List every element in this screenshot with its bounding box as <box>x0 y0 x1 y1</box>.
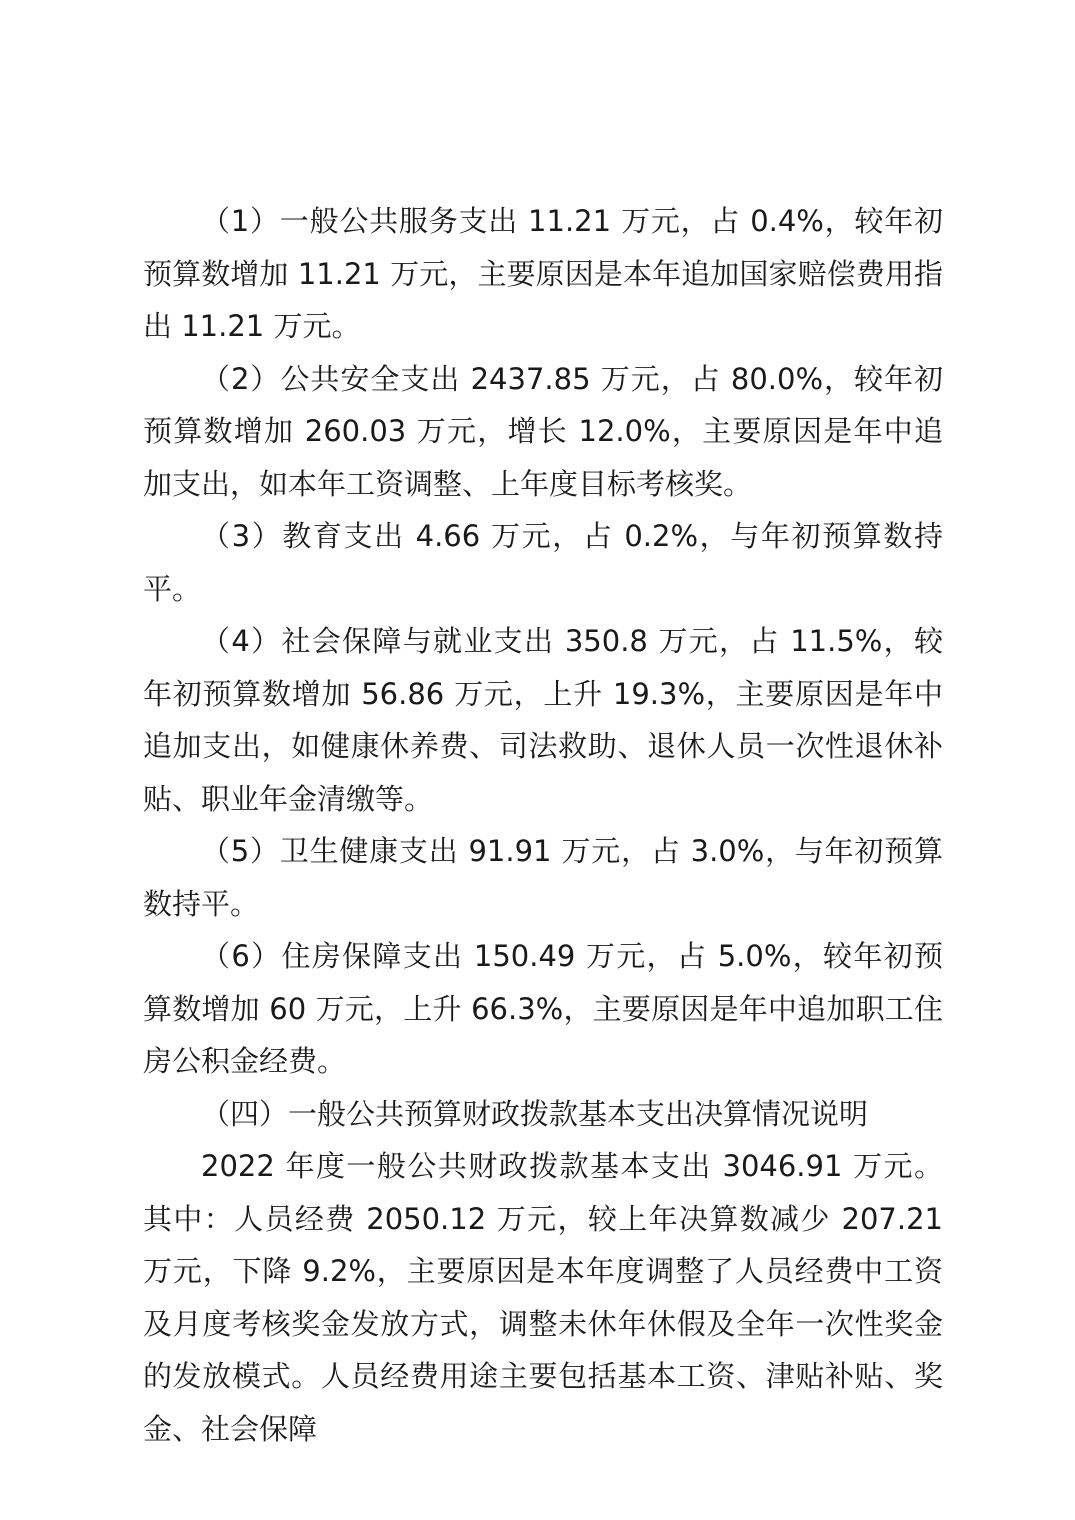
paragraph-social-security: （4）社会保障与就业支出 350.8 万元，占 11.5%，较年初预算数增加 56.86 万元，上升 19.3%，主要原因是年中追加支出，如健康休养费、司法救助、退休人员一次性退休补贴、职业年金清缴等。 <box>143 624 943 816</box>
section-heading-basic-expenditure: （四）一般公共预算财政拨款基本支出决算情况说明 <box>201 1096 869 1131</box>
document-body <box>143 195 943 1455</box>
paragraph-public-safety: （2）公共安全支出 2437.85 万元，占 80.0%，较年初预算数增加 260.03 万元，增长 12.0%，主要原因是年中追加支出，如本年工资调整、上年度目标考核奖。 <box>143 361 943 501</box>
paragraph-housing: （6）住房保障支出 150.49 万元，占 5.0%，较年初预算数增加 60 万元，上升 66.3%，主要原因是年中追加职工住房公积金经费。 <box>143 939 943 1078</box>
paragraph-health: （5）卫生健康支出 91.91 万元，占 3.0%，与年初预算数持平。 <box>143 834 943 921</box>
paragraph-basic-expenditure: 2022 年度一般公共财政拨款基本支出 3046.91 万元。其中：人员经费 2050.12 万元，较上年决算数减少 207.21 万元，下降 9.2%，主要原因是本年度调整了人员经费中工资及月度考核奖金发放方式，调整未休年休假及全年一次性奖金的发放模式。人员经费用途主要包括基本工资、津贴补贴、奖金、社会保障 <box>143 1149 943 1446</box>
paragraph-general-public-services: （1）一般公共服务支出 11.21 万元，占 0.4%，较年初预算数增加 11.21 万元，主要原因是本年追加国家赔偿费用指出 11.21 万元。 <box>143 204 943 343</box>
paragraph-education: （3）教育支出 4.66 万元，占 0.2%，与年初预算数持平。 <box>143 519 943 606</box>
